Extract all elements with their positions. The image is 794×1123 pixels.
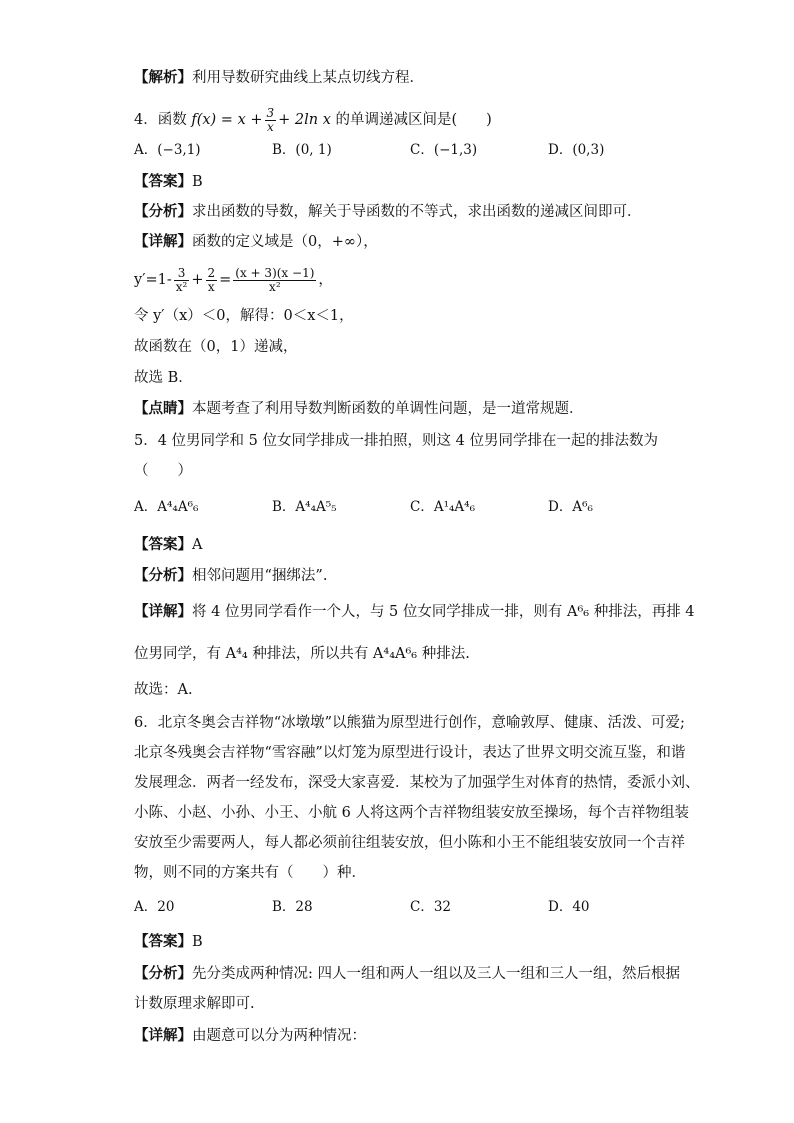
answer-tag: 【答案】 bbox=[134, 537, 192, 553]
deriv-frac-2 bbox=[206, 267, 218, 294]
answer-tag: 【答案】 bbox=[134, 934, 192, 950]
deriv-tail: ， bbox=[318, 272, 333, 288]
q4-option-c bbox=[410, 140, 477, 160]
q6-stem-line-2: 北京冬残奥会吉祥物“雪容融”以灯笼为原型进行设计，表达了世界文明交流互鉴，和谐 bbox=[134, 745, 686, 761]
q4-dianjing-line bbox=[134, 399, 584, 419]
q6-option-b bbox=[272, 897, 313, 917]
option-label: A． bbox=[134, 899, 158, 915]
q4-fenxi-line bbox=[134, 202, 642, 222]
q4-option-b bbox=[272, 140, 332, 160]
q4-xuan-line: 故选 B． bbox=[134, 370, 193, 386]
q5-option-c bbox=[410, 497, 475, 517]
q4-answer: B bbox=[192, 174, 203, 190]
q4-stem bbox=[134, 100, 492, 140]
option-value: 32 bbox=[433, 899, 452, 915]
frac-num: 2 bbox=[207, 265, 216, 280]
fenxi-tag: 【分析】 bbox=[134, 568, 192, 584]
q4-fenxi-text: 求出函数的导数，解关于导函数的不等式，求出函数的递减区间即可． bbox=[192, 204, 642, 220]
deriv-eq: = bbox=[219, 272, 232, 288]
q6-stem-line-1: 6．北京冬奥会吉祥物“冰墩墩”以熊猫为原型进行创作，意喻敦厚、健康、活泼、可爱; bbox=[134, 715, 685, 731]
q4-stem-suffix: 的单调递减区间是( ) bbox=[335, 112, 492, 128]
q4-func-rest: + 2ln x bbox=[278, 112, 331, 128]
q5-option-d bbox=[548, 497, 593, 517]
q4-xiangjie-text: 函数的定义域是（0，+∞）， bbox=[192, 234, 378, 250]
option-value: (0,3) bbox=[572, 142, 605, 158]
xiangjie-tag: 【详解】 bbox=[134, 1028, 192, 1044]
option-label: A． bbox=[134, 142, 158, 158]
q4-frac-den: x bbox=[266, 119, 274, 134]
option-label: C． bbox=[410, 142, 434, 158]
option-value: 28 bbox=[295, 899, 313, 915]
frac-num: 3 bbox=[174, 267, 190, 281]
q4-gu-line: 故函数在（0，1）递减， bbox=[134, 339, 298, 355]
q6-option-a bbox=[134, 897, 174, 917]
q3-jiexi-line bbox=[134, 68, 424, 88]
q6-fenxi-text-1: 先分类成两种情况: 四人一组和两人一组以及三人一组和三人一组，然后根据 bbox=[192, 966, 680, 982]
option-label: D． bbox=[548, 499, 573, 515]
q5-fenxi-text: 相邻问题用“捆绑法”. bbox=[192, 568, 328, 584]
q5-stem-line-1: 5．4 位男同学和 5 位女同学排成一排拍照，则这 4 位男同学排在一起的排法数为 bbox=[134, 433, 658, 449]
option-label: A． bbox=[134, 499, 158, 515]
q4-number: 4． bbox=[134, 112, 158, 128]
q5-answer-line bbox=[134, 535, 202, 555]
option-value: A⁴₄A⁶₆ bbox=[157, 499, 199, 515]
q5-fenxi-line bbox=[134, 566, 327, 586]
deriv-frac-1 bbox=[174, 267, 190, 294]
q3-jiexi-text: 利用导数研究曲线上某点切线方程． bbox=[192, 70, 424, 86]
frac-num: (x + 3)(x −1) bbox=[235, 265, 315, 280]
q4-dianjing-text: 本题考查了利用导数判断函数的单调性问题，是一道常规题． bbox=[192, 401, 584, 417]
fenxi-tag: 【分析】 bbox=[134, 204, 192, 220]
q6-option-c bbox=[410, 897, 451, 917]
q4-option-a bbox=[134, 140, 201, 160]
q6-fenxi-line-2: 计数原理求解即可. bbox=[134, 996, 255, 1012]
deriv-plus: + bbox=[191, 272, 204, 288]
q6-option-d bbox=[548, 897, 590, 917]
option-value: (0, 1) bbox=[295, 142, 332, 158]
option-label: B． bbox=[272, 499, 296, 515]
q6-stem-line-6: 物，则不同的方案共有（ ）种． bbox=[134, 865, 366, 881]
option-value: (−1,3) bbox=[433, 142, 478, 158]
q6-xiangjie-text: 由题意可以分为两种情况： bbox=[192, 1028, 366, 1044]
q4-derivative bbox=[134, 258, 333, 302]
option-value: A⁴₄A⁵₅ bbox=[295, 499, 337, 515]
option-label: B． bbox=[272, 899, 296, 915]
q5-option-b bbox=[272, 497, 337, 517]
q4-ling-line: 令 y′（x）＜0，解得：0＜x＜1， bbox=[134, 308, 354, 324]
option-label: B． bbox=[272, 142, 296, 158]
q4-xiangjie-line bbox=[134, 232, 378, 252]
q6-fenxi-line-1 bbox=[134, 964, 680, 984]
q5-xiangjie-line-2: 位男同学，有 A⁴₄ 种排法，所以共有 A⁴₄A⁶₆ 种排法. bbox=[134, 646, 470, 662]
option-label: C． bbox=[410, 499, 434, 515]
q4-stem-prefix: 函数 bbox=[157, 112, 187, 128]
option-value: A⁶₆ bbox=[572, 499, 593, 515]
q4-answer-line bbox=[134, 172, 203, 192]
option-value: 40 bbox=[572, 899, 590, 915]
xiangjie-tag: 【详解】 bbox=[134, 234, 192, 250]
option-value: A¹₄A⁴₆ bbox=[433, 499, 475, 515]
jiexi-tag: 【解析】 bbox=[134, 70, 192, 86]
q4-option-d bbox=[548, 140, 604, 160]
frac-den: x² bbox=[175, 279, 188, 294]
q5-option-a bbox=[134, 497, 198, 517]
q6-answer: B bbox=[192, 934, 203, 950]
q6-xiangjie-line bbox=[134, 1026, 366, 1046]
q5-xiangjie-line-1 bbox=[134, 602, 695, 622]
frac-den: x² bbox=[269, 279, 281, 294]
q4-fraction bbox=[265, 107, 277, 134]
option-value: 20 bbox=[157, 899, 175, 915]
xiangjie-tag: 【详解】 bbox=[134, 604, 192, 620]
q6-stem-line-3: 发展理念．两者一经发布，深受大家喜爱．某校为了加强学生对体育的热情，委派小刘、 bbox=[134, 775, 700, 791]
frac-den: x bbox=[207, 279, 215, 294]
q5-answer: A bbox=[192, 537, 203, 553]
q6-stem-line-5: 安放至少需要两人，每人都必须前往组装安放，但小陈和小王不能组装安放同一个吉祥 bbox=[134, 835, 685, 851]
q4-func: f(x) = x + bbox=[191, 112, 263, 128]
dianjing-tag: 【点睛】 bbox=[134, 401, 192, 417]
option-label: D． bbox=[548, 899, 573, 915]
q5-xuan-line: 故选：A. bbox=[134, 682, 193, 698]
option-value: (−3,1) bbox=[157, 142, 201, 158]
q4-frac-num: 3 bbox=[266, 105, 275, 120]
q6-answer-line bbox=[134, 932, 203, 952]
deriv-prefix: y′=1- bbox=[134, 272, 172, 288]
fenxi-tag: 【分析】 bbox=[134, 966, 192, 982]
q5-xiangjie-text-1: 将 4 位男同学看作一个人，与 5 位女同学排成一排，则有 A⁶₆ 种排法，再排 4 bbox=[192, 604, 695, 620]
option-label: C． bbox=[410, 899, 434, 915]
q6-stem-line-4: 小陈、小赵、小孙、小王、小航 6 人将这两个吉祥物组装安放至操场，每个吉祥物组装 bbox=[134, 805, 689, 821]
deriv-frac-3 bbox=[233, 267, 316, 294]
answer-tag: 【答案】 bbox=[134, 174, 192, 190]
q5-stem-line-2: （ ） bbox=[134, 463, 192, 479]
option-label: D． bbox=[548, 142, 573, 158]
